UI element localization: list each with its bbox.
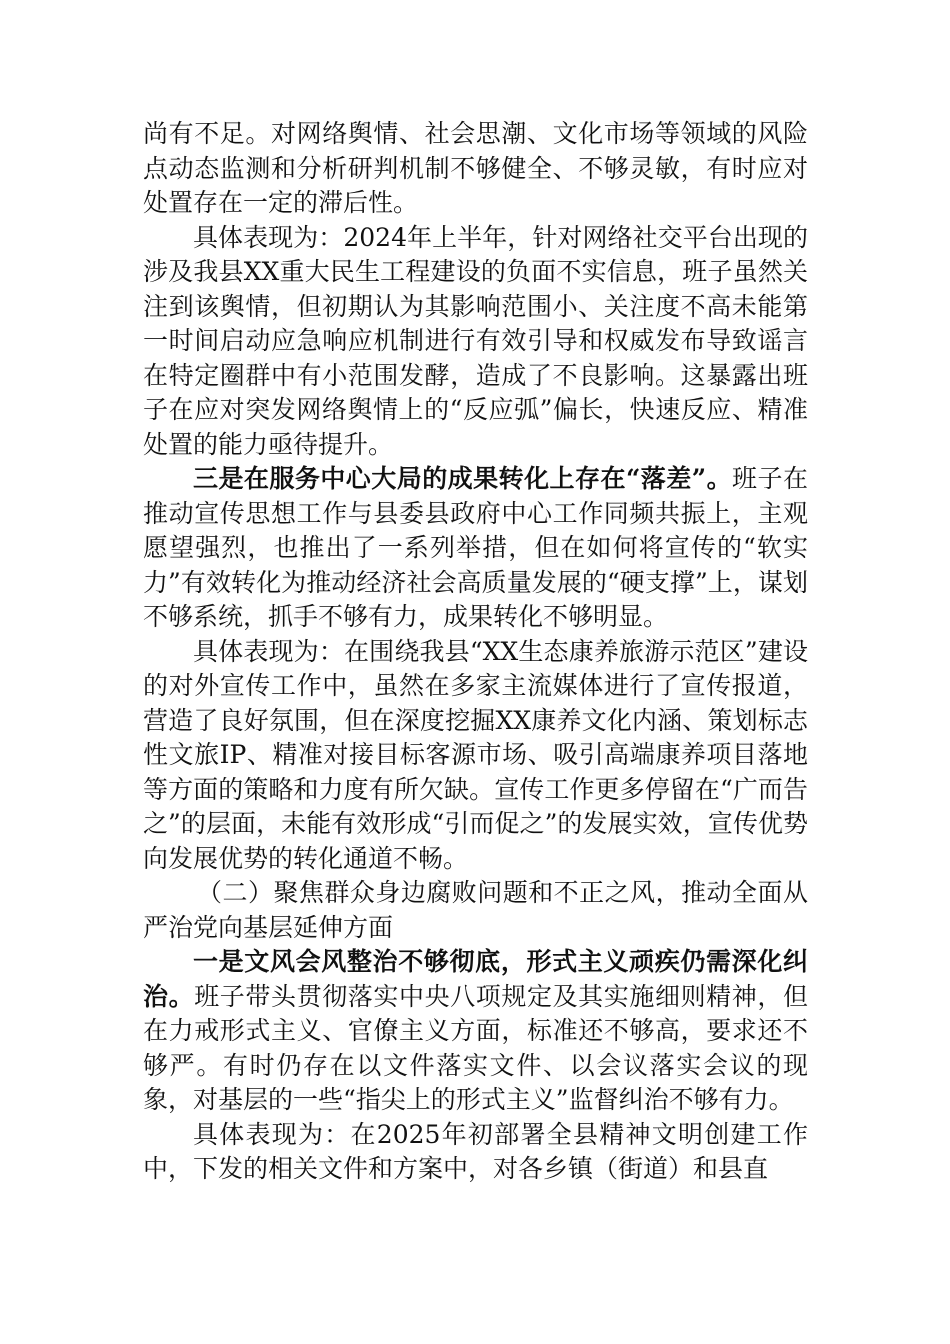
paragraph-text: 具体表现为：在围绕我县“XX生态康养旅游示范区”建设的对外宣传工作中，虽然在多家主流媒体进行了宣传报道，营造了良好氛围，但在深度挖掘XX康养文化内涵、策划标志性文旅IP、精准对接目标客源市场、吸引高端康养项目落地等方面的策略和力度有所欠缺。宣传工作更多停留在“广而告之”的层面，未能有效形成“引而促之”的发展实效，宣传优势向发展优势的转化通道不畅。 [143, 636, 808, 873]
paragraph-risk-monitoring-continued [143, 117, 808, 221]
document-body [143, 117, 808, 1187]
paragraph-bold-lead: 一是文风会风整治不够彻底，形式主义顽疾仍需深化纠治。 [143, 947, 808, 1011]
paragraph-civilization-work-example [143, 1118, 808, 1187]
paragraph-text: 班子带头贯彻落实中央八项规定及其实施细则精神，但在力戒形式主义、官僚主义方面，标准还不够高，要求还不够严。有时仍存在以文件落实文件、以会议落实会议的现象，对基层的一些“指尖上的形式主义”监督纠治不够有力。 [143, 981, 808, 1114]
section-heading-two [143, 876, 808, 945]
paragraph-point-one-formalism [143, 945, 808, 1118]
paragraph-bold-lead: 三是在服务中心大局的成果转化上存在“落差”。 [193, 464, 733, 493]
paragraph-point-three [143, 462, 808, 635]
paragraph-online-opinion-example [143, 221, 808, 463]
section-heading-text: （二）聚焦群众身边腐败问题和不正之风，推动全面从严治党向基层延伸方面 [143, 878, 808, 942]
paragraph-text: 尚有不足。对网络舆情、社会思潮、文化市场等领域的风险点动态监测和分析研判机制不够健全、不够灵敏，有时应对处置存在一定的滞后性。 [143, 119, 808, 217]
paragraph-text: 班子在推动宣传思想工作与县委县政府中心工作同频共振上，主观愿望强烈，也推出了一系列举措，但在如何将宣传的“软实力”有效转化为推动经济社会高质量发展的“硬支撑”上，谋划不够系统，抓手不够有力，成果转化不够明显。 [143, 464, 808, 631]
paragraph-text: 具体表现为：在2025年初部署全县精神文明创建工作中，下发的相关文件和方案中，对各乡镇（街道）和县直 [143, 1119, 808, 1183]
paragraph-text: 具体表现为：2024年上半年，针对网络社交平台出现的涉及我县XX重大民生工程建设的负面不实信息，班子虽然关注到该舆情，但初期认为其影响范围小、关注度不高未能第一时间启动应急响应机制进行有效引导和权威发布导致谣言在特定圈群中有小范围发酵，造成了不良影响。这暴露出班子在应对突发网络舆情上的“反应弧”偏长，快速反应、精准处置的能力亟待提升。 [143, 222, 808, 459]
paragraph-tourism-publicity-example [143, 635, 808, 877]
